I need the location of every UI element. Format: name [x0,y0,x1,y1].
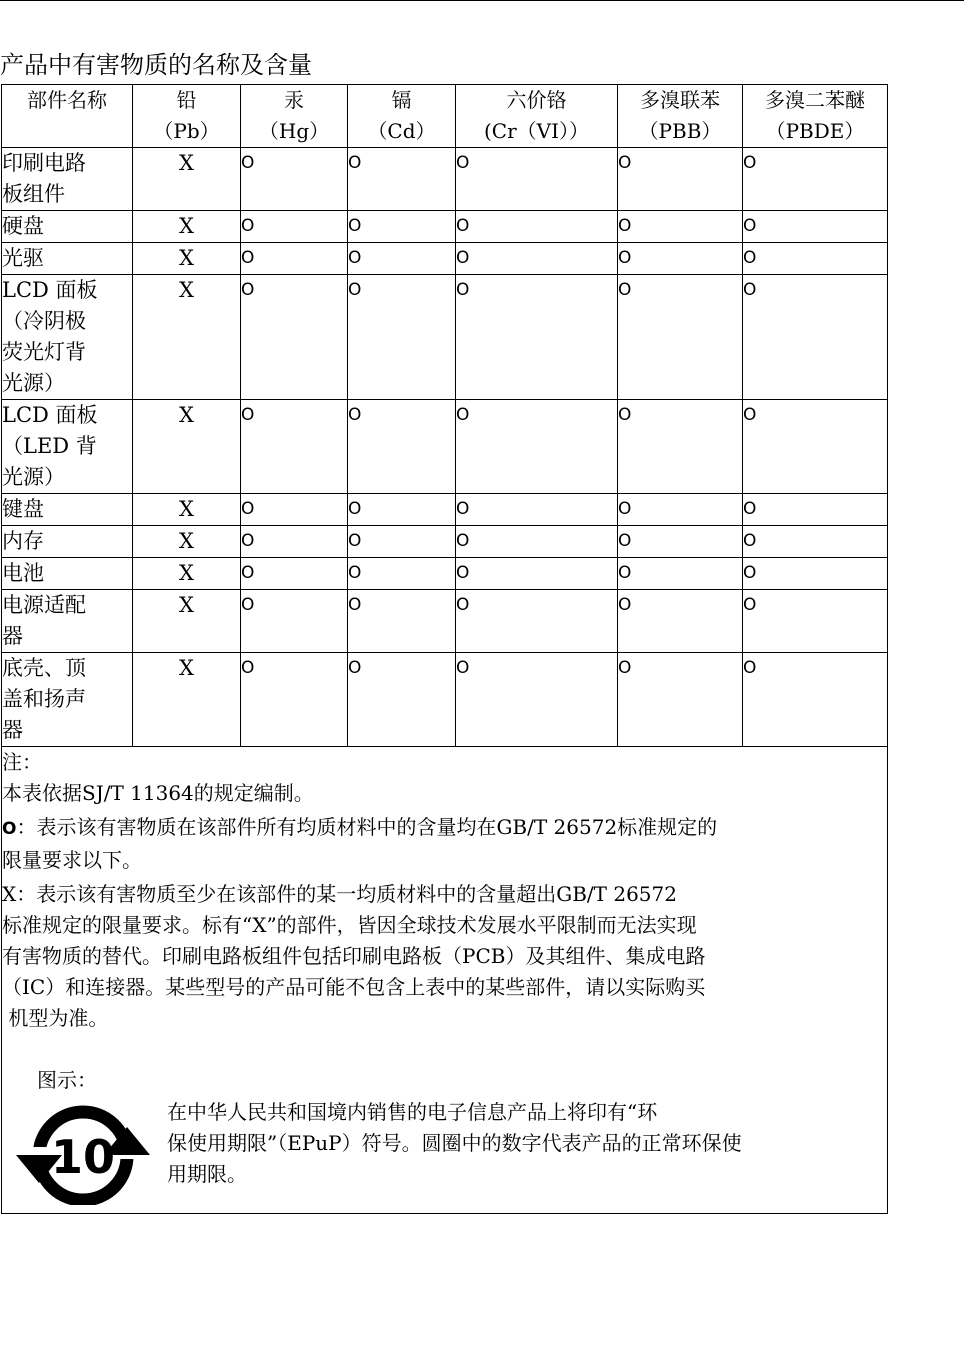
component-name: LCD 面板 （冷阴极 荧光灯背 光源） [2,275,133,400]
component-name: 印刷电路 板组件 [2,148,133,211]
table-row [2,275,888,400]
header-lead: 铅 （Pb） [133,85,241,148]
o-definition: O：表示该有害物质在该部件所有均质材料中的含量均在GB/T 26572标准规定的 限量要求以下。 [2,815,718,872]
header-row [2,85,888,148]
substance-mark: O [618,243,743,275]
substance-mark: O [456,494,618,526]
substance-mark: O [743,558,888,590]
x-definition: X：表示该有害物质至少在该部件的某一均质材料中的含量超出GB/T 26572 标准规定的限量要求。标有“X”的部件，皆因全球技术发展水平限制而无法实现 有害物质的替代。印刷电路板组件包括印刷电路板（PCB）及其组件、集成电路 （IC）和连接器。某些型号的产品可能不包含上表中的某些部件，请以实际购买 机型为准。 [2,882,706,1030]
figure-label: 图示： [37,1068,97,1092]
table-row [2,148,888,211]
substance-mark: O [618,494,743,526]
substance-mark: O [743,211,888,243]
substance-mark: O [618,275,743,400]
substance-mark: O [456,275,618,400]
component-name: LCD 面板 （LED 背 光源） [2,400,133,494]
table-row [2,558,888,590]
substance-mark: O [456,526,618,558]
table-row [2,494,888,526]
substance-mark: X [133,526,241,558]
hazardous-substances-table [1,84,888,1214]
substance-mark: O [456,211,618,243]
substance-mark: O [241,211,348,243]
substance-mark: O [743,526,888,558]
component-name: 底壳、顶 盖和扬声 器 [2,653,133,747]
substance-mark: O [348,243,456,275]
substance-mark: O [348,494,456,526]
substance-mark: O [743,494,888,526]
table-row [2,243,888,275]
substance-mark: O [456,243,618,275]
header-chromium: 六价铬 (Cr（VI）） [456,85,618,148]
logo-number: 10 [50,1130,116,1184]
substance-mark: O [241,590,348,653]
substance-mark: X [133,275,241,400]
substance-mark: X [133,243,241,275]
substance-mark: O [348,400,456,494]
substance-mark: O [618,148,743,211]
substance-mark: O [456,400,618,494]
substance-mark: O [618,653,743,747]
component-name: 光驱 [2,243,133,275]
substance-mark: O [456,653,618,747]
substance-mark: O [743,400,888,494]
substance-mark: X [133,494,241,526]
table-row [2,211,888,243]
notes-basis: 本表依据SJ/T 11364的规定编制。 [2,781,314,805]
substance-mark: O [743,653,888,747]
epup-10-year-logo [13,1097,153,1205]
substance-mark: O [241,275,348,400]
notes-heading: 注： [2,750,42,774]
substance-mark: O [348,148,456,211]
table-row [2,400,888,494]
substance-mark: X [133,400,241,494]
figure-description: 在中华人民共和国境内销售的电子信息产品上将印有“环 保使用期限”（EPuP）符号。圆圈中的数字代表产品的正常环保使 用期限。 [167,1100,742,1186]
substance-mark: O [348,275,456,400]
component-name: 内存 [2,526,133,558]
substance-mark: O [241,526,348,558]
substance-mark: O [241,558,348,590]
recycle-circle-icon [13,1097,153,1205]
top-rule [0,0,964,1]
substance-mark: O [618,590,743,653]
header-component: 部件名称 [2,85,133,148]
table-row [2,590,888,653]
substance-mark: X [133,653,241,747]
header-pbde: 多溴二苯醚 （PBDE） [743,85,888,148]
substance-mark: O [241,494,348,526]
table-row [2,653,888,747]
substance-mark: O [456,590,618,653]
substance-mark: O [618,211,743,243]
substance-mark: O [241,148,348,211]
substance-mark: O [456,148,618,211]
table-row [2,526,888,558]
substance-mark: O [743,590,888,653]
substance-mark: O [241,653,348,747]
o-symbol: O [2,819,17,839]
notes-cell [2,747,888,1214]
header-pbb: 多溴联苯 （PBB） [618,85,743,148]
component-name: 电池 [2,558,133,590]
substance-mark: X [133,590,241,653]
substance-mark: O [348,590,456,653]
substance-mark: O [618,400,743,494]
header-mercury: 汞 （Hg） [241,85,348,148]
component-name: 硬盘 [2,211,133,243]
component-name: 键盘 [2,494,133,526]
substance-mark: X [133,558,241,590]
substance-mark: O [618,526,743,558]
substance-mark: O [743,243,888,275]
header-cadmium: 镉 （Cd） [348,85,456,148]
notes-row [2,747,888,1214]
substance-mark: O [348,526,456,558]
substance-mark: O [348,211,456,243]
component-name: 电源适配 器 [2,590,133,653]
substance-mark: X [133,148,241,211]
substance-mark: O [348,653,456,747]
substance-mark: O [348,558,456,590]
substance-mark: O [743,148,888,211]
page-title: 产品中有害物质的名称及含量 [0,51,312,79]
substance-mark: O [241,400,348,494]
substance-mark: O [456,558,618,590]
substance-mark: X [133,211,241,243]
substance-mark: O [743,275,888,400]
substance-mark: O [241,243,348,275]
table-body [2,148,888,747]
substance-mark: O [618,558,743,590]
